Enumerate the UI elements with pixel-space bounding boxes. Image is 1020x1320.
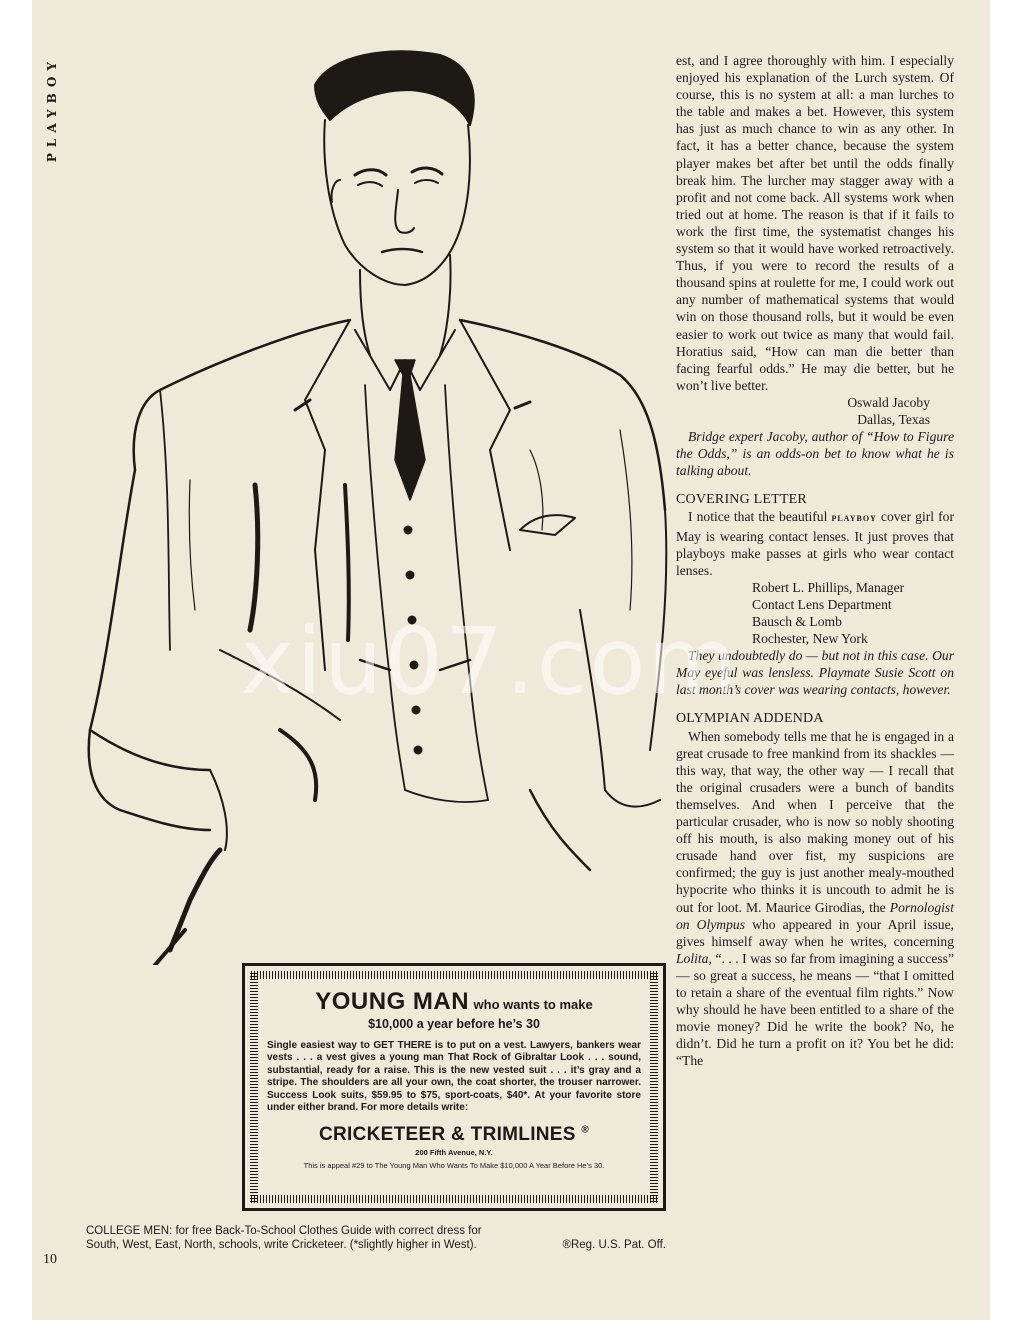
registered-mark: ®: [581, 1125, 590, 1137]
signature-line: Robert L. Phillips, Manager: [752, 579, 905, 595]
ad-brand: CRICKETEER & TRIMLINES ®: [318, 1124, 590, 1146]
masthead-text: PLAYBOY: [45, 56, 59, 163]
ad-border: [251, 971, 657, 979]
signature-name: Oswald Jacoby: [847, 394, 930, 410]
letter-paragraph: When somebody tells me that he is engaged in a great crusade to free mankind from its shackles — this way, that way, the other way — I recall that the original crusaders were a bunch of bandits themselves. And when I perceive that the particular crusader, who is now so nobly shooting off his mouth, is also making money out of his crusade hand over fist, my suspicions are confirmed; the guy is just another mealy-mouthed hypocrite who thinks it is uncouth to admit he is out for loot. M. Maurice Girodias, the Pornologist on Olympus who appeared in your April issue, gives himself away when he writes, concerning Lolita, “. . . I was so far from imagining a success” — so great a success, he means — “that I omitted to retain a share of the eventual film rights.” Now why should he have been entitled to a share of the movie money? Did he write the book? No, he didn’t. Did he turn a profit on it? You bet he did: “The: [676, 728, 955, 1069]
book-title: Lolita,: [676, 950, 712, 966]
ad-border: [251, 1195, 657, 1203]
section-heading: OLYMPIAN ADDENDA: [676, 711, 824, 727]
letter-paragraph: I notice that the beautiful playboy cover girl for May is wearing contact lenses. It just proves that playboys make passes at girls who wear contact lenses.: [676, 509, 954, 578]
trademark-note: ®Reg. U.S. Pat. Off.: [562, 1239, 666, 1251]
ad-subhead: $10,000 a year before he’s 30: [368, 1017, 540, 1031]
ad-address: 200 Fifth Avenue, N.Y.: [415, 1148, 493, 1158]
ad-border: [250, 972, 258, 1202]
editor-reply: They undoubtedly do — but not in this case. Our May eyeful was lensless. Playmate Susie Scott on last month’s cover was wearing contacts, however.: [676, 648, 954, 698]
signature-line: Bausch & Lomb: [752, 614, 842, 629]
masthead: [41, 56, 57, 169]
ad-footer: [86, 1224, 666, 1252]
letter-paragraph: est, and I agree thoroughly with him. I especially enjoyed his explanation of the Lurch system. Of course, this is no system at all: a man lurches to the table and makes a bet. However, this system has just as much chance to win as any other. In fact, it has a better chance, because the system player makes bet after bet until the odds finally break him. The lurcher may stagger away with a profit and not come back. All systems work when tried out at home. The reason is that if it fails to work the first time, the systematist changes his system so that it would have worked retroactively. Thus, if you were to record the results of a thousand spins at roulette for me, I could work out any number of mathematical systems that would win on those thousand rolls, but it would be even easier to work out twice as many that would fail. Horatius said, “How can man die better than facing fearful odds.” He may die better, but he won’t live better.: [676, 53, 954, 393]
playboy-smallcaps: playboy: [831, 512, 877, 525]
ad-border: [650, 972, 658, 1202]
article-title: Pornologist on Olympus: [676, 899, 954, 932]
cricketeer-advertisement: [242, 963, 666, 1211]
ad-headline: YOUNG MAN who wants to make: [315, 988, 593, 1015]
signature-line: Rochester, New York: [752, 631, 868, 647]
ad-appeal-note: This is appeal #29 to The Young Man Who Wants To Make $10,000 A Year Before He’s 30.: [303, 1161, 605, 1171]
watermark: xiu07.com: [240, 608, 740, 715]
ad-body-copy: Single easiest way to GET THERE is to put on a vest. Lawyers, bankers wear vests . . . a vest gives a young man That Rock of Gibraltar Look . . . sound, substantial, ready for a raise. This is the new vested suit . . . it’s gray and a stripe. The shoulders are all your own, the coat shorter, the trouser narrower. Success Look suits, $59.95 to $75, sport-coats, $40*. At your favorite store under either brand. For more details write:: [267, 1040, 641, 1114]
section-heading: COVERING LETTER: [676, 492, 807, 508]
suit-illustration: [60, 30, 670, 965]
page-number: 10: [43, 1252, 57, 1267]
letters-column: [676, 52, 954, 1069]
signature-line: Contact Lens Department: [752, 596, 892, 612]
signature-place: Dallas, Texas: [857, 411, 930, 427]
editor-reply: Bridge expert Jacoby, author of “How to Figure the Odds,” is an odds-on bet to know what he is talking about.: [676, 429, 954, 479]
college-men-note: COLLEGE MEN: for free Back-To-School Clothes Guide with correct dress for South, West, East, North, schools, write Cricketeer. (*slightly higher in West).: [86, 1225, 482, 1251]
